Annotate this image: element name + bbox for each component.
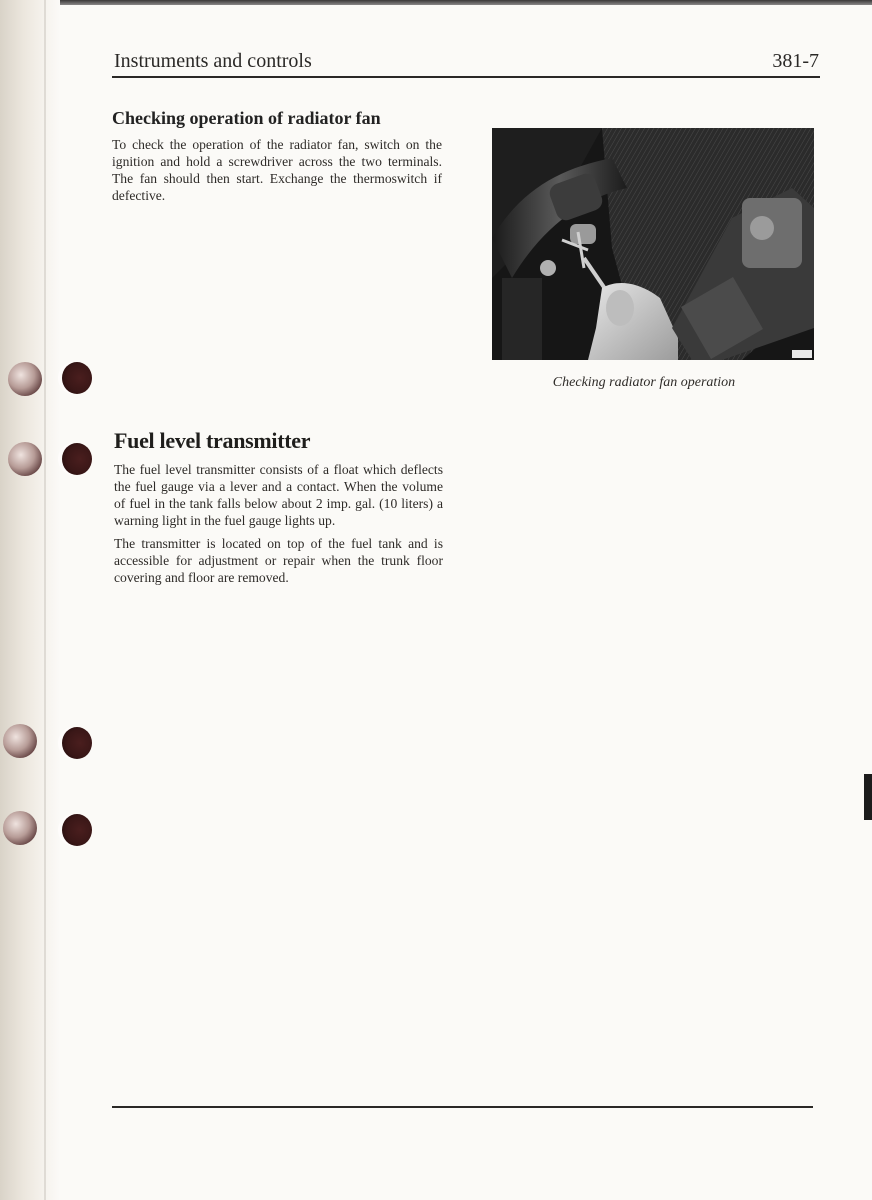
header-section-title: Instruments and controls	[114, 50, 312, 72]
punch-hole	[8, 362, 42, 396]
photo-illustration	[492, 128, 814, 360]
binding-shadow	[0, 0, 60, 1200]
fuel-level-body	[114, 461, 443, 586]
page-top-edge	[0, 0, 872, 5]
binding-fold-line	[44, 0, 46, 1200]
punch-hole-back	[62, 443, 92, 475]
radiator-fan-heading: Checking operation of radiator fan	[112, 108, 381, 128]
punch-hole-back	[62, 362, 92, 394]
footer-rule	[112, 1106, 813, 1108]
punch-hole-back	[62, 814, 92, 846]
fuel-level-paragraph-1: The fuel level transmitter consists of a float which deflects the fuel gauge via a lever and a contact. When the volume of fuel in the tank falls below about 2 imp. gal. (10 liters) a warning light in the fuel gauge lights up.	[114, 462, 443, 528]
punch-hole	[3, 811, 37, 845]
header-rule	[112, 76, 820, 78]
radiator-fan-photo	[492, 128, 814, 360]
header-page-number: 381-7	[772, 50, 819, 72]
punch-hole	[8, 442, 42, 476]
photo-caption: Checking radiator fan operation	[552, 375, 736, 390]
fuel-level-heading: Fuel level transmitter	[114, 428, 311, 453]
punch-hole-back	[62, 727, 92, 759]
radiator-fan-paragraph: To check the operation of the radiator fan, switch on the ignition and hold a screwdriver across the two terminals. The fan should then start. Exchange the thermoswitch if defective.	[112, 137, 442, 203]
section-thumb-tab	[864, 774, 872, 820]
fuel-level-paragraph-2: The transmitter is located on top of the fuel tank and is accessible for adjustment or repair when the trunk floor covering and floor are removed.	[114, 536, 443, 585]
radiator-fan-body	[112, 136, 442, 204]
punch-hole	[3, 724, 37, 758]
